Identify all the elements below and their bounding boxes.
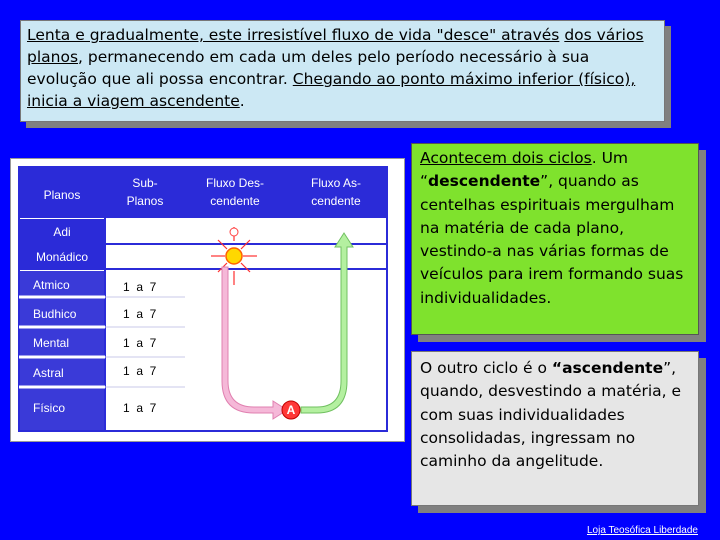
row-sub-fisico: 1 a 7 (123, 401, 157, 415)
descending-flow-arrow (222, 267, 287, 419)
footer-credit: Loja Teosófica Liberdade (586, 525, 698, 536)
intro-end: . (239, 92, 245, 110)
header-planos: Planos (43, 188, 81, 202)
gray-text-1: O outro ciclo é o (420, 359, 552, 377)
green-text-1: . Um (591, 149, 629, 167)
header-asc-2: cendente (311, 194, 361, 208)
gray-text-2: ”, quando, desvestindo a matéria, e com suas individualidades consolidadas, ingressam no caminho da angelitude. (420, 359, 682, 471)
row-sub-budhico: 1 a 7 (123, 307, 157, 321)
intro-middle: , permanecendo em cada um deles pelo período necessário à sua evolução que ali possa encontrar. (27, 48, 590, 88)
two-cycles-text: Acontecem dois ciclos (420, 149, 592, 167)
header-desc-2: cendente (210, 194, 260, 208)
descending-cycle-box (411, 143, 699, 335)
green-quote: “ (420, 172, 429, 191)
planes-diagram-svg (11, 159, 404, 441)
row-plane-astral: Astral (33, 366, 64, 380)
intro-planes-link: dos vários planos (27, 26, 644, 66)
header-sub-1: Sub- (132, 176, 158, 190)
row-sub-astral: 1 a 7 (123, 364, 157, 378)
header-desc-1: Fluxo Des- (205, 176, 265, 190)
descending-word: descendente (428, 172, 541, 191)
intro-line-1: Lenta e gradualmente, este irresistível fluxo de vida "desce" através (27, 26, 560, 44)
row-plane-fisico: Físico (33, 401, 66, 415)
green-text-2: ”, quando as centelhas espirituais mergulham na matéria de cada plano, vestindo-a nas várias formas de veículos para irem formando suas individualidades. (420, 172, 684, 307)
row-plane-budhico: Budhico (33, 307, 77, 321)
intro-ascending: Chegando ao ponto máximo inferior (físico), inicia a viagem ascendente (27, 70, 636, 110)
ascending-flow-arrow (301, 233, 353, 413)
a-marker-label: A (286, 403, 296, 417)
header-desc-bg (185, 167, 285, 217)
row-plane-adi: Adi (53, 225, 71, 239)
ascending-cycle-box (411, 351, 699, 506)
a-marker-icon (282, 401, 300, 419)
header-asc-bg (285, 167, 387, 217)
row-sub-mental: 1 a 7 (123, 336, 157, 350)
row-plane-monadico: Monádico (35, 250, 89, 264)
row-sub-atmico: 1 a 7 (123, 280, 157, 294)
planes-diagram (10, 158, 405, 442)
ascending-word: “ascendente (551, 359, 664, 377)
row-plane-atmico: Atmico (33, 278, 70, 292)
header-sub-bg (105, 167, 185, 217)
header-asc-1: Fluxo As- (310, 176, 362, 190)
header-sub-2: Planos (126, 194, 164, 208)
sun-icon (211, 227, 257, 285)
intro-text-box (20, 20, 665, 122)
row-plane-mental: Mental (33, 336, 70, 350)
